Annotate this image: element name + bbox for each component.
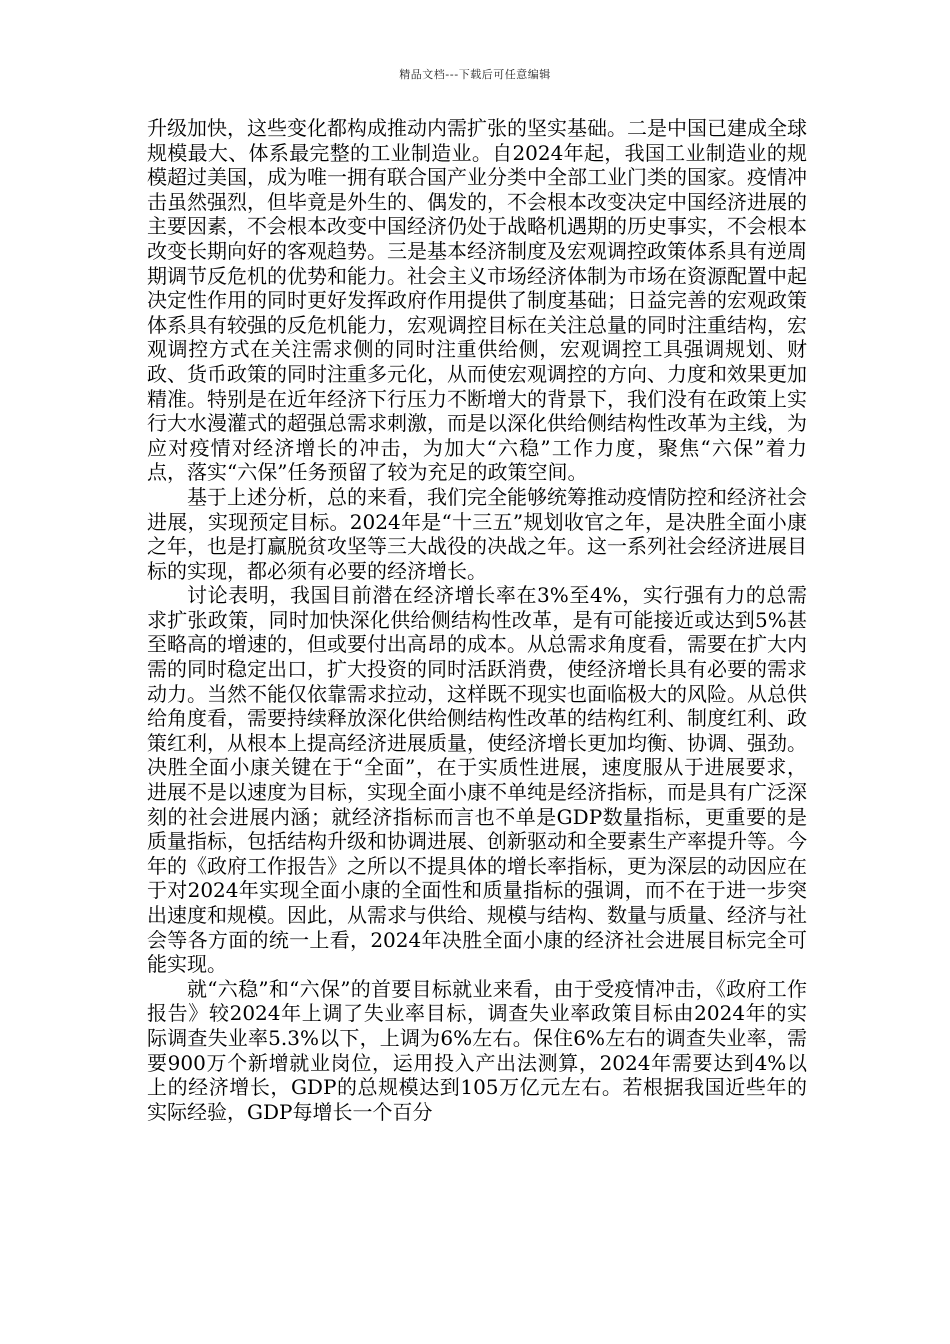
paragraph-4: 就“六稳”和“六保”的首要目标就业来看，由于受疫情冲击，《政府工作报告》较2024年上调了失业率目标，调查失业率政策目标由2024年的实际调查失业率5.3%以下，上调为6%左右。保住6%左右的调查失业率，需要900万个新增就业岗位，运用投入产出法测算，2024年需要达到4%以上的经济增长，GDP的总规模达到105万亿元左右。若根据我国近些年的实际经验，GDP每增长一个百分 [147, 976, 807, 1124]
paragraph-2: 基于上述分析，总的来看，我们完全能够统筹推动疫情防控和经济社会进展，实现预定目标。2024年是“十三五”规划收官之年，是决胜全面小康之年，也是打赢脱贫攻坚等三大战役的决战之年。这一系列社会经济进展目标的实现，都必须有必要的经济增长。 [147, 484, 807, 583]
document-body [147, 116, 807, 1124]
paragraph-3: 讨论表明，我国目前潜在经济增长率在3%至4%，实行强有力的总需求扩张政策，同时加快深化供给侧结构性改革，是有可能接近或达到5%甚至略高的增速的，但或要付出高昂的成本。从总需求角度看，需要在扩大内需的同时稳定出口，扩大投资的同时活跃消费，使经济增长具有必要的需求动力。当然不能仅依靠需求拉动，这样既不现实也面临极大的风险。从总供给角度看，需要持续释放深化供给侧结构性改革的结构红利、制度红利、政策红利，从根本上提高经济进展质量，使经济增长更加均衡、协调、强劲。决胜全面小康关键在于“全面”，在于实质性进展，速度服从于进展要求，进展不是以速度为目标，实现全面小康不单纯是经济指标，而是具有广泛深刻的社会进展内涵；就经济指标而言也不单是GDP数量指标，更重要的是质量指标，包括结构升级和协调进展、创新驱动和全要素生产率提升等。今年的《政府工作报告》之所以不提具体的增长率指标，更为深层的动因应在于对2024年实现全面小康的全面性和质量指标的强调，而不在于进一步突出速度和规模。因此，从需求与供给、规模与结构、数量与质量、经济与社会等各方面的统一上看，2024年决胜全面小康的经济社会进展目标完全可能实现。 [147, 583, 807, 977]
page-header: 精品文档---下载后可任意编辑 [399, 68, 551, 81]
paragraph-1: 升级加快，这些变化都构成推动内需扩张的坚实基础。二是中国已建成全球规模最大、体系最完整的工业制造业。自2024年起，我国工业制造业的规模超过美国，成为唯一拥有联合国产业分类中全部工业门类的国家。疫情冲击虽然强烈，但毕竟是外生的、偶发的，不会根本改变决定中国经济进展的主要因素，不会根本改变中国经济仍处于战略机遇期的历史事实，不会根本改变长期向好的客观趋势。三是基本经济制度及宏观调控政策体系具有逆周期调节反危机的优势和能力。社会主义市场经济体制为市场在资源配置中起决定性作用的同时更好发挥政府作用提供了制度基础；日益完善的宏观政策体系具有较强的反危机能力，宏观调控目标在关注总量的同时注重结构，宏观调控方式在关注需求侧的同时注重供给侧，宏观调控工具强调规划、财政、货币政策的同时注重多元化，从而使宏观调控的方向、力度和效果更加精准。特别是在近年经济下行压力不断增大的背景下，我们没有在政策上实行大水漫灌式的超强总需求刺激，而是以深化供给侧结构性改革为主线，为应对疫情对经济增长的冲击，为加大“六稳”工作力度，聚焦“六保”着力点，落实“六保”任务预留了较为充足的政策空间。 [147, 116, 807, 485]
